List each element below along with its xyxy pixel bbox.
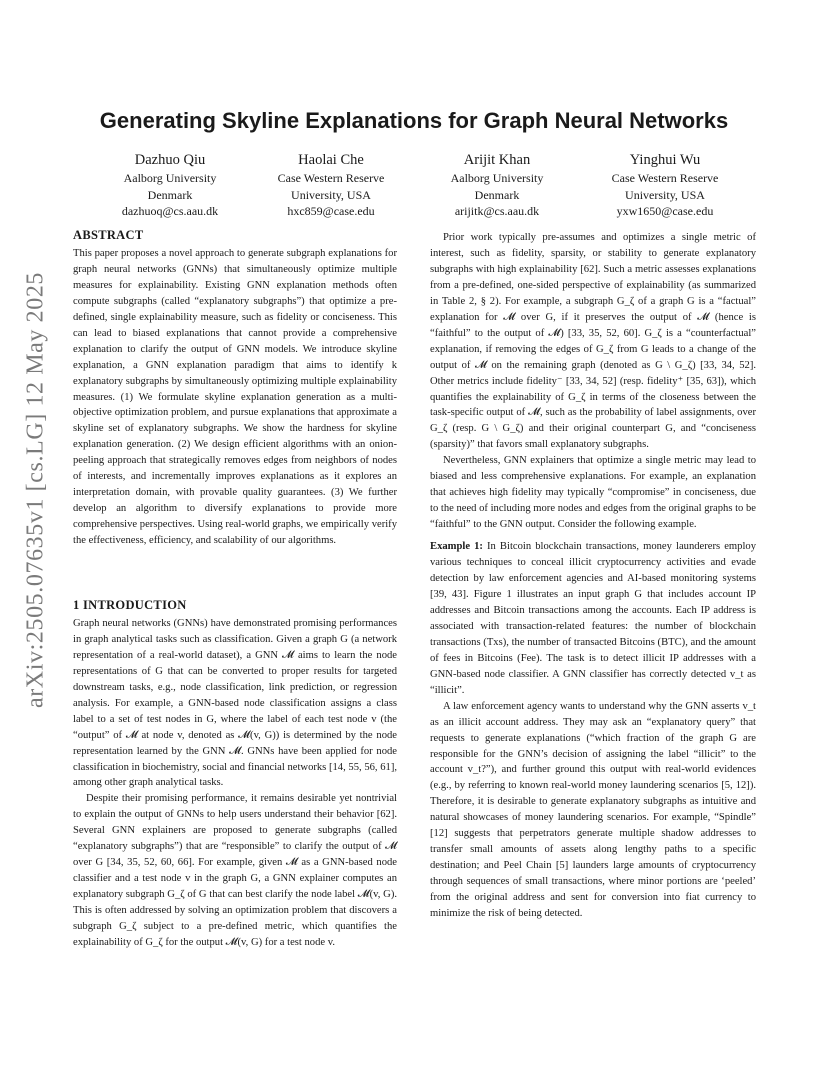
author-affiliation: Case Western Reserve — [611, 171, 719, 185]
author-name: Dazhuo Qiu — [134, 152, 206, 168]
author-country: University, USA — [625, 187, 705, 202]
author-country: Denmark — [474, 187, 520, 202]
author-4 — [580, 150, 750, 220]
intro-paragraph-4: Nevertheless, GNN explainers that optimize a single metric may lead to biased and less comprehensive explanations. For example, an explanation that achieves high fidelity may typically “compromise” in conciseness, due to the need of including more nodes and edges from the original graphs to be “faithful” to the GNN output. Consider the following example. — [430, 455, 756, 531]
right-column — [430, 230, 756, 922]
author-2 — [246, 150, 416, 220]
author-affiliation: Case Western Reserve — [277, 171, 385, 185]
author-name: Haolai Che — [298, 152, 364, 168]
example-label: Example 1: — [430, 541, 483, 553]
intro-paragraph-2: Despite their promising performance, it remains desirable yet nontrivial to explain the output of GNNs to help users understand their behavior [62]. Several GNN explainers are proposed to generate subgraphs (called “explanatory subgraphs”) that are “responsible” to clarify the output of 𝓜 over G [34, 35, 52, 60, 66]. For example, given 𝓜 as a GNN-based node classifier and a test node v in the graph G, a GNN explainer computes an explanatory subgraph G_ζ of G that can best clarify the node label 𝓜(v, G). This is often addressed by solving an optimization problem that discovers a subgraph G_ζ subject to a pre-defined metric, which quantifies the explainability of G_ζ for the output 𝓜(v, G) for a test node v. — [73, 793, 397, 949]
intro-paragraph-5: A law enforcement agency wants to understand why the GNN asserts v_t as an illicit account address. They may ask an “explanatory query” that requests to generate explanations (“which fraction of the graph G are responsible for the GNN’s decision of assigning the label “illicit” to the account v_t?”), and further ground this output with real-world evidences (e.g., by referring to known real-world money laundering scenarios [5, 12]). Therefore, it is desirable to generate explanatory subgraphs as intuitive and natural showcases of money laundering scenarios. For example, “Spindle” [12] suggests that perpetrators generate multiple shadow addresses to transfer small amounts of assets along lengthy paths to a specific destination; and Peel Chain [5] launders large amounts of cryptocurrency through sequences of small transactions, where minor portions are ‘peeled’ from the original address and sent for conversion into fiat currency to minimize the risk of being detected. — [430, 700, 756, 920]
author-email: yxw1650@case.edu — [616, 204, 714, 218]
example-text: In Bitcoin blockchain transactions, money launderers employ various techniques to conceal illicit cryptocurrency activities and evade detection by law enforcement agencies and AI-based monitoring systems [39, 43]. Figure 1 illustrates an input graph G that includes account IP addresses and Bitcoin transactions among the accounts. Each IP address is associated with transaction-related features: the number of blockchain transactions (Txs), the number of transacted Bitcoins (BTC), and the amount of fees in Bitcoins (Fee). The task is to detect illicit IP addresses with a GNN-based node classifier. A GNN classifier has correctly detected v_t as “illicit”. — [430, 541, 756, 696]
author-email: dazhuoq@cs.aau.dk — [121, 204, 219, 218]
author-name: Yinghui Wu — [629, 152, 701, 168]
author-3 — [412, 150, 582, 220]
author-name: Arijit Khan — [463, 152, 531, 168]
introduction-heading: 1 INTRODUCTION — [73, 598, 187, 612]
arxiv-identifier: arXiv:2505.07635v1 [cs.LG] 12 May 2025 — [22, 271, 49, 709]
example-1 — [430, 539, 756, 699]
paper-title: Generating Skyline Explanations for Graph Neural Networks — [99, 108, 729, 133]
author-country: University, USA — [291, 187, 371, 202]
introduction-section — [73, 598, 397, 951]
abstract-section — [73, 228, 397, 549]
arxiv-sidebar-stamp — [16, 271, 56, 709]
author-country: Denmark — [147, 187, 193, 202]
author-affiliation: Aalborg University — [123, 171, 217, 185]
author-1 — [85, 150, 255, 220]
abstract-text: This paper proposes a novel approach to generate subgraph explanations for graph neural networks (GNNs) that simultaneously optimize multiple measures for explainability. Existing GNN explanation methods often compute subgraphs (called “explanatory subgraphs”) that optimize a pre-defined, single explainability measure, such as fidelity or conciseness. This can lead to biased explanations that cannot provide a comprehensive explanation to clarify the output of GNN models. We introduce skyline explanation, a GNN explanation paradigm that aims to identify k explanatory subgraphs by simultaneously optimizing multiple explainability measures. (1) We formulate skyline explanation generation as a multi-objective optimization problem, and pursue explanations that approximate a skyline set of explanatory subgraphs. We show the hardness for skyline explanation generation. (2) We design efficient algorithms with an onion-peeling approach that strategically removes edges from neighbors of nodes of interests, and incrementally improves explanations as it explores an interpretation domain, with provable quality guarantees. (3) We further develop an algorithm to diversify explanations to provide more comprehensive perspectives. Using real-world graphs, we empirically verify the effectiveness, efficiency, and scalability of our algorithms. — [73, 247, 397, 547]
author-email: arijitk@cs.aau.dk — [454, 204, 540, 218]
author-email: hxc859@case.edu — [287, 204, 375, 218]
author-affiliation: Aalborg University — [450, 171, 544, 185]
abstract-heading: ABSTRACT — [73, 228, 144, 242]
intro-paragraph-3: Prior work typically pre-assumes and optimizes a single metric of interest, such as fidelity, sparsity, or stability to generate explanatory subgraphs with high explainability [62]. Such a metric assesses explanations from a pre-defined, one-sided perspective of explainability (as summarized in Table 2, § 2). For example, a subgraph G_ζ of a graph G is a “factual” explanation for 𝓜 over G, if it preserves the output of 𝓜 (hence is “faithful” to the output of 𝓜) [33, 35, 52, 60]. G_ζ is a “counterfactual” explanation, if removing the edges of G_ζ from G leads to a change of the output of 𝓜 on the remaining graph (denoted as G \ G_ζ) [33, 34, 52]. Other metrics include fidelity⁻ [33, 34, 52] (resp. fidelity⁺ [35, 63]), which quantifies the explainability of G_ζ in terms of the closeness between the task-specific output of 𝓜, such as the probability of label assignments, over G_ζ (resp. G \ G_ζ) and their original counterpart G, and “conciseness (sparsity)” that favors small explanatory subgraphs. — [430, 232, 756, 451]
intro-paragraph-1: Graph neural networks (GNNs) have demonstrated promising performances in graph analytical tasks such as classification. Given a graph G (a network representation of a real-world dataset), a GNN 𝓜 aims to learn the node representations of G that can be converted to proper results for targeted downstream tasks, e.g., node classification, link prediction, or regression analysis. For example, a GNN-based node classification assigns a class label to a set of test nodes in G, where the label of each test node v (the “output” of 𝓜 at node v, denoted as 𝓜(v, G)) is determined by the node representation learned by the GNN 𝓜. GNNs have been applied for node classification in biochemistry, social and financial networks [14, 55, 56, 61], among other graph analytical tasks. — [73, 617, 397, 789]
